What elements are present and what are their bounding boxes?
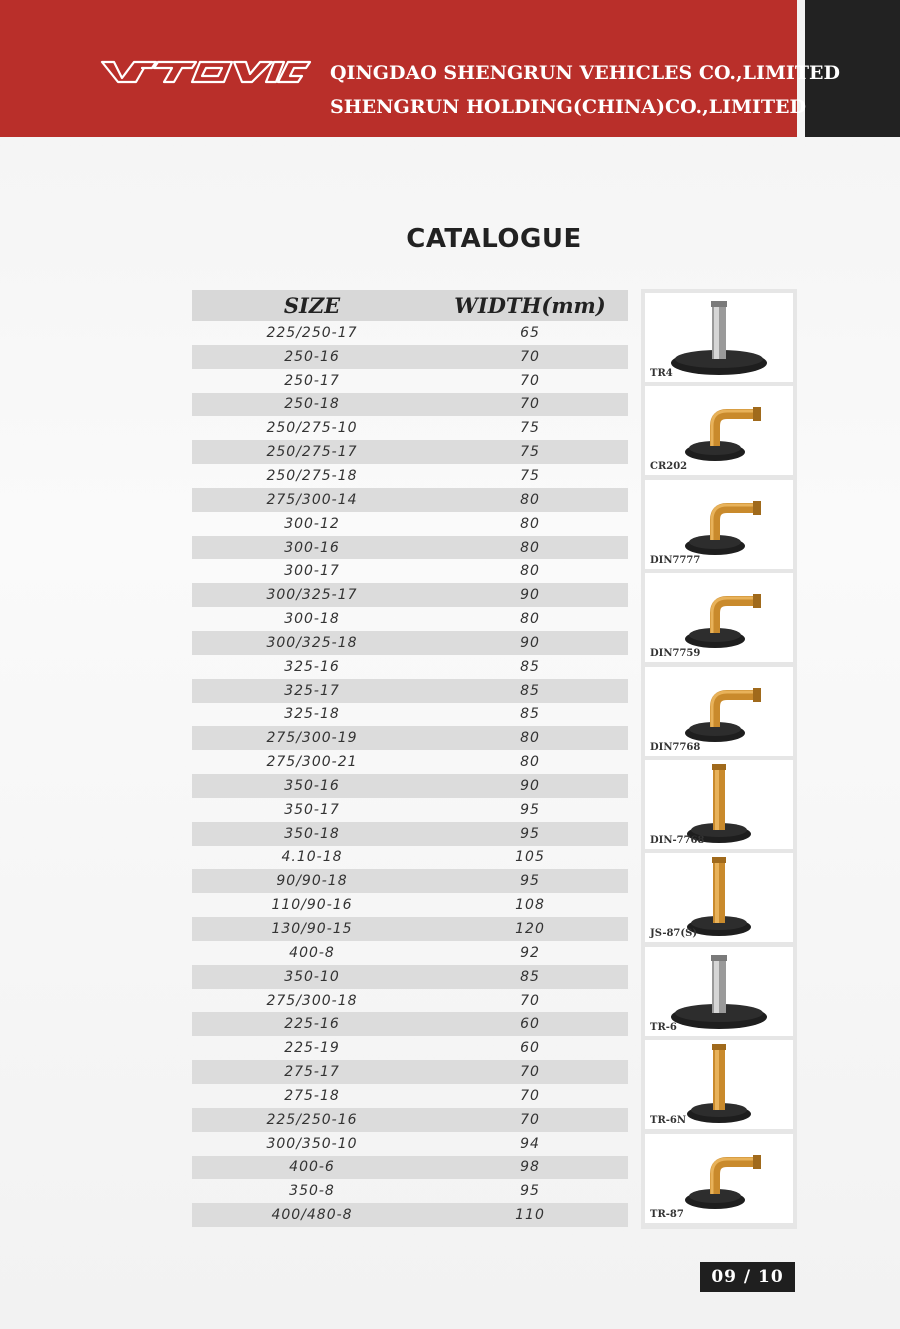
size-cell: 300-12 [284, 515, 340, 532]
table-row [192, 726, 628, 750]
width-cell: 60 [520, 1040, 540, 1057]
table-row [192, 1179, 628, 1203]
table-row [192, 1132, 628, 1156]
width-cell: 95 [520, 825, 540, 842]
brand-logo [100, 56, 312, 86]
table-row [192, 1108, 628, 1132]
valve-card [645, 947, 793, 1036]
width-cell: 70 [520, 372, 540, 389]
size-cell: 225-19 [284, 1040, 340, 1057]
width-cell: 85 [520, 658, 540, 675]
size-cell: 400/480-8 [271, 1207, 353, 1224]
valve-label: TR4 [650, 368, 673, 379]
table-row [192, 1203, 628, 1227]
valve-label: TR-6 [650, 1021, 677, 1033]
size-cell: 275-17 [284, 1064, 340, 1081]
size-cell: 275/300-19 [266, 730, 358, 747]
table-row [192, 631, 628, 655]
width-cell: 92 [520, 944, 540, 961]
width-cell: 85 [520, 968, 540, 985]
size-cell: 300/325-17 [266, 587, 358, 604]
table-row [192, 345, 628, 369]
width-cell: 80 [520, 754, 540, 771]
size-cell: 350-17 [284, 801, 340, 818]
table-row [192, 488, 628, 512]
size-cell: 325-18 [284, 706, 340, 723]
width-cell: 70 [520, 1087, 540, 1104]
width-cell: 94 [520, 1135, 540, 1152]
width-cell: 60 [520, 1016, 540, 1033]
width-cell: 80 [520, 539, 540, 556]
size-cell: 300/325-18 [266, 634, 358, 651]
size-cell: 250-16 [284, 348, 340, 365]
width-cell: 98 [520, 1159, 540, 1176]
width-cell: 80 [520, 563, 540, 580]
table-row [192, 536, 628, 560]
size-cell: 300/350-10 [266, 1135, 358, 1152]
size-cell: 300-18 [284, 611, 340, 628]
width-cell: 70 [520, 992, 540, 1009]
valve-card [645, 760, 793, 849]
table-row [192, 440, 628, 464]
size-cell: 350-8 [289, 1183, 335, 1200]
size-cell: 400-6 [289, 1159, 335, 1176]
table-row [192, 607, 628, 631]
width-cell: 108 [515, 897, 545, 914]
table-row [192, 512, 628, 536]
company-line-1: QINGDAO SHENGRUN VEHICLES CO.,LIMITED [330, 62, 840, 84]
table-row [192, 559, 628, 583]
size-cell: 300-16 [284, 539, 340, 556]
size-cell: 400-8 [289, 944, 335, 961]
size-cell: 275/300-14 [266, 491, 358, 508]
valve-card [645, 667, 793, 756]
table-row [192, 1036, 628, 1060]
size-cell: 350-10 [284, 968, 340, 985]
valve-card [645, 480, 793, 569]
size-width-table [192, 290, 628, 1227]
valve-label: DIN7777 [650, 554, 701, 566]
width-cell: 75 [520, 420, 540, 437]
table-row [192, 965, 628, 989]
size-cell: 350-16 [284, 777, 340, 794]
width-cell: 75 [520, 444, 540, 461]
size-cell: 300-17 [284, 563, 340, 580]
table-row [192, 679, 628, 703]
width-cell: 90 [520, 634, 540, 651]
valve-label: JS-87(S) [650, 928, 698, 940]
valve-card [645, 853, 793, 942]
table-row [192, 1060, 628, 1084]
valve-label: DIN7759 [650, 648, 701, 660]
table-row [192, 1156, 628, 1180]
table-row [192, 941, 628, 965]
table-row [192, 822, 628, 846]
table-row [192, 655, 628, 679]
width-cell: 70 [520, 348, 540, 365]
width-cell: 90 [520, 587, 540, 604]
size-cell: 250/275-17 [266, 444, 358, 461]
table-row [192, 464, 628, 488]
table-row [192, 416, 628, 440]
width-cell: 70 [520, 1111, 540, 1128]
table-row [192, 369, 628, 393]
valve-label: TR-87 [650, 1208, 684, 1220]
width-cell: 80 [520, 515, 540, 532]
table-row [192, 893, 628, 917]
width-cell: 105 [515, 849, 545, 866]
table-row [192, 703, 628, 727]
valve-gallery [641, 289, 797, 1229]
header-size: SIZE [283, 293, 341, 318]
valve-label: DIN-7768 [650, 835, 705, 846]
width-cell: 110 [515, 1207, 545, 1224]
width-cell: 95 [520, 801, 540, 818]
size-cell: 325-17 [284, 682, 340, 699]
valve-card [645, 386, 793, 475]
width-cell: 95 [520, 1183, 540, 1200]
size-cell: 325-16 [284, 658, 340, 675]
valve-label: TR-6N [650, 1115, 687, 1127]
size-cell: 4.10-18 [281, 849, 343, 866]
size-cell: 225-16 [284, 1016, 340, 1033]
size-cell: 275/300-21 [266, 754, 358, 771]
company-line-2: SHENGRUN HOLDING(CHINA)CO.,LIMITED [330, 96, 807, 118]
table-row [192, 869, 628, 893]
size-cell: 90/90-18 [276, 873, 348, 890]
table-row [192, 989, 628, 1013]
page-number: 09 / 10 [700, 1262, 795, 1292]
table-body [192, 321, 628, 1227]
table-row [192, 917, 628, 941]
table-header [192, 290, 628, 321]
width-cell: 65 [520, 324, 540, 341]
header-width: WIDTH(mm) [454, 293, 606, 318]
size-cell: 250/275-18 [266, 467, 358, 484]
valve-card [645, 1040, 793, 1129]
width-cell: 85 [520, 706, 540, 723]
size-cell: 225/250-16 [266, 1111, 358, 1128]
size-cell: 350-18 [284, 825, 340, 842]
table-row [192, 774, 628, 798]
valve-card [645, 293, 793, 382]
table-row [192, 321, 628, 345]
table-row [192, 1012, 628, 1036]
width-cell: 80 [520, 491, 540, 508]
width-cell: 80 [520, 730, 540, 747]
table-row [192, 846, 628, 870]
size-cell: 250-18 [284, 396, 340, 413]
size-cell: 250/275-10 [266, 420, 358, 437]
width-cell: 80 [520, 611, 540, 628]
size-cell: 250-17 [284, 372, 340, 389]
width-cell: 90 [520, 777, 540, 794]
size-cell: 225/250-17 [266, 324, 358, 341]
size-cell: 130/90-15 [271, 921, 353, 938]
valve-card [645, 1134, 793, 1223]
valve-card [645, 573, 793, 662]
width-cell: 70 [520, 396, 540, 413]
width-cell: 75 [520, 467, 540, 484]
width-cell: 95 [520, 873, 540, 890]
company-names [330, 56, 840, 124]
valve-label: CR202 [650, 461, 688, 473]
size-cell: 275/300-18 [266, 992, 358, 1009]
table-row [192, 1084, 628, 1108]
table-row [192, 798, 628, 822]
table-row [192, 750, 628, 774]
size-cell: 275-18 [284, 1087, 340, 1104]
page-title: CATALOGUE [406, 224, 582, 254]
valve-label: DIN7768 [650, 741, 701, 753]
width-cell: 85 [520, 682, 540, 699]
width-cell: 120 [515, 921, 545, 938]
width-cell: 70 [520, 1064, 540, 1081]
table-row [192, 393, 628, 417]
table-row [192, 583, 628, 607]
size-cell: 110/90-16 [271, 897, 353, 914]
